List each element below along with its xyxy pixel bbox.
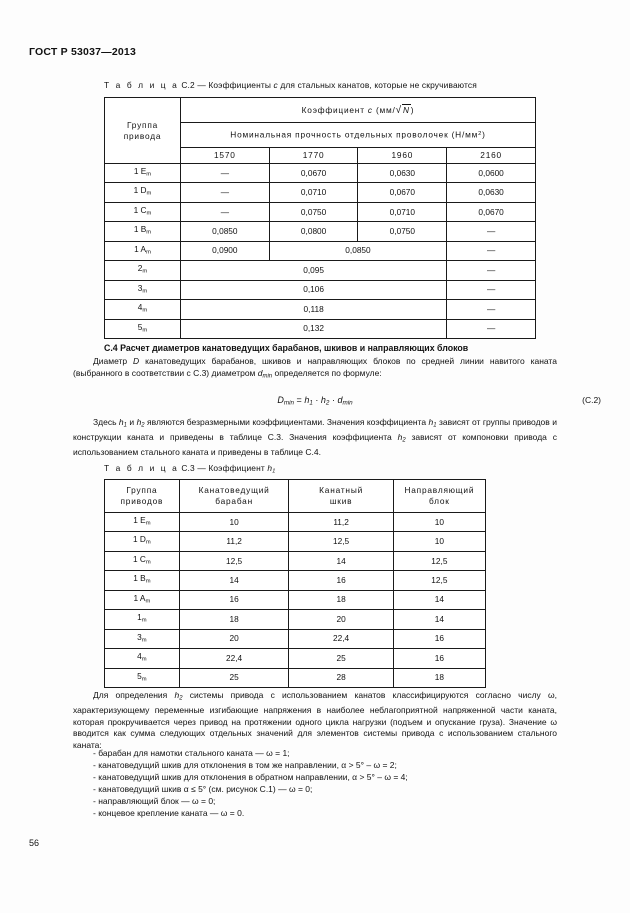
table-cell: 14 [289, 551, 393, 570]
group-main: 5 [137, 321, 143, 332]
table-cell: 25 [289, 649, 393, 668]
table-c2-caption-italic: c [273, 80, 278, 90]
table-c2-caption-prefix: Т а б л и ц а [104, 80, 179, 90]
list-item: - канатоведущий шкив для отклонения в обратном направлении, α > 5° – ω = 4; [93, 771, 408, 782]
table-cell: 0,0670 [358, 183, 447, 202]
table-cell: 11,2 [179, 532, 289, 551]
group-sub: m [146, 249, 151, 256]
table-cell: 0,0850 [269, 241, 447, 260]
para2-h2-main: h [136, 417, 142, 427]
closing-pre: Для определения [93, 690, 168, 700]
table-cell: 22,4 [289, 629, 393, 648]
group-sub: m [142, 288, 148, 295]
para2-h2b-sub: 2 [402, 437, 406, 444]
h2l1: Канатный [319, 485, 364, 495]
table-cell: 0,095 [180, 261, 446, 280]
table-row [105, 300, 536, 319]
list-item: - концевое крепление каната — ω = 0. [93, 807, 245, 818]
group-sub: m [145, 559, 151, 566]
table-c2-header-row-1 [105, 98, 536, 123]
table-cell: 0,0670 [447, 202, 536, 221]
table-cell: 12,5 [393, 551, 485, 570]
group-main: 1 D [132, 534, 146, 545]
table-cell: 14 [393, 590, 485, 609]
table-c3-caption-dash: — [197, 463, 206, 473]
para2-and: и [129, 417, 135, 427]
h2l2: шкив [329, 496, 353, 506]
table-cell: 0,0710 [358, 202, 447, 221]
table-c2-caption-number: С.2 [181, 80, 195, 90]
table-c2 [104, 97, 536, 339]
table-c3-row-group [105, 551, 180, 570]
para2-h2-sub: 2 [141, 422, 145, 429]
group-main: 3 [137, 631, 142, 642]
para2-h2b-main: h [397, 432, 403, 443]
table-row [105, 668, 486, 687]
group-sub: m [141, 617, 147, 624]
table-c2-header-strength-sup: 2 [478, 131, 483, 138]
group-sub: m [141, 675, 147, 682]
para2-mid: являются безразмерными коэффициентами. Значения коэффициента [147, 417, 427, 427]
table-c3-caption-number: С.3 [181, 463, 195, 473]
table-cell: 12,5 [179, 551, 289, 570]
table-c2-row-group [105, 241, 181, 260]
table-cell: 0,0630 [358, 164, 447, 183]
formula-c2 [0, 395, 630, 407]
para1-symbol-d-main: d [257, 367, 263, 378]
table-cell: 0,0600 [447, 164, 536, 183]
group-sub: m [145, 578, 151, 585]
formula-D-sub: min [283, 399, 295, 407]
group-sub: m [142, 307, 148, 314]
list-item: - канатоведущий шкив α ≤ 5° (см. рисунок С.1) — ω = 0; [93, 783, 313, 794]
table-cell: 20 [179, 629, 289, 648]
table-c2-body [105, 164, 536, 339]
table-cell: 22,4 [179, 649, 289, 668]
group-main: 4 [137, 651, 142, 662]
table-cell: 18 [393, 668, 485, 687]
table-c3-caption-text: Коэффициент [208, 463, 265, 473]
group-main: 1 [137, 612, 142, 623]
group-sub: m [145, 539, 151, 546]
para1-post: определяется по формуле: [274, 367, 382, 378]
table-cell: 14 [393, 610, 485, 629]
table-row [105, 513, 486, 532]
group-main: 1 D [133, 185, 147, 196]
table-cell: 16 [289, 571, 393, 590]
formula-h1 [304, 395, 313, 405]
para2-pre: Здесь [93, 417, 117, 427]
h3l1: Направляющий [404, 485, 475, 495]
table-row [105, 261, 536, 280]
para2-h1b [428, 417, 436, 427]
table-c2-header-coef-pre: Коэффициент [301, 104, 365, 115]
table-c2-caption-dash: — [197, 80, 206, 90]
table-cell: 18 [179, 610, 289, 629]
table-c3-header-group [105, 480, 180, 513]
table-cell: 10 [179, 513, 289, 532]
group-main: 1 B [133, 224, 147, 235]
table-cell: — [180, 164, 269, 183]
table-cell: — [180, 183, 269, 202]
page-number: 56 [29, 838, 40, 848]
table-cell: 0,0630 [447, 183, 536, 202]
radicand: N [402, 104, 410, 115]
closing-paragraph [73, 690, 557, 751]
sqrt-icon: √ [395, 104, 402, 116]
table-c2-row-group [105, 164, 181, 183]
formula-c2-number: (С.2) [582, 395, 601, 405]
para2-h2 [137, 417, 145, 427]
section-c4-paragraph-1 [73, 356, 557, 383]
table-cell: 14 [179, 571, 289, 590]
table-c3-body [105, 513, 486, 688]
para2-mid2: зависят от группы приводов и конструкции каната и приведены в таблице С.3. Значения коэффициента [73, 417, 557, 443]
para1-pre: Диаметр [93, 356, 128, 366]
formula-d-sub: min [342, 399, 353, 407]
table-c2-header-strength [180, 123, 535, 148]
document-header: ГОСТ Р 53037—2013 [29, 46, 137, 58]
para1-mid: канатоведущих барабанов, шкивов и направляющих блоков по средней линии навитого каната (выбранного в соответствии с С.3) диаметром [73, 356, 557, 378]
table-row [105, 649, 486, 668]
table-cell: 0,106 [180, 280, 446, 299]
formula-dot-1: · [315, 395, 319, 405]
table-cell: — [447, 319, 536, 338]
table-c2-header-strength-text: Номинальная прочность отдельных проволочек (Н/мм [230, 129, 479, 140]
list-item: - барабан для намотки стального каната — ω = 1; [93, 748, 290, 758]
table-c2-header-coef-unit [376, 105, 414, 115]
table-cell: 0,0710 [269, 183, 358, 202]
table-cell: 12,5 [393, 571, 485, 590]
h1l1: Канатоведущий [198, 485, 270, 495]
table-c3-row-group [105, 532, 180, 551]
table-cell: 16 [393, 649, 485, 668]
table-cell: 0,0750 [358, 222, 447, 241]
section-c4-heading: С.4 Расчет диаметров канатоведущих барабанов, шкивов и направляющих блоков [104, 343, 469, 353]
para1-symbol-d-sub: min [262, 373, 273, 380]
table-c2-header-group-line1: Группа [126, 119, 159, 130]
table-cell: 0,0750 [269, 202, 358, 221]
table-cell: — [447, 241, 536, 260]
group-main: 1 C [132, 553, 146, 564]
table-c3-caption-italic-main: h [267, 463, 273, 473]
table-c3 [104, 479, 486, 688]
group-main: 4 [137, 302, 143, 313]
table-cell: 0,118 [180, 300, 446, 319]
group-sub: m [142, 326, 148, 333]
table-row [105, 202, 536, 221]
para2-h1-main: h [118, 417, 124, 427]
table-c2-caption-text-1: Коэффициенты [208, 80, 272, 90]
group-main: 1 A [134, 243, 147, 254]
table-cell: 16 [393, 629, 485, 648]
table-c3-caption [104, 463, 276, 474]
list-item: - направляющий блок — ω = 0; [93, 795, 216, 806]
table-cell: 12,5 [289, 532, 393, 551]
list-item: - канатоведущий шкив для отклонения в том же направлении, α > 5° – ω = 2; [93, 759, 397, 770]
h0l2: приводов [120, 496, 164, 506]
para2-h1b-sub: 1 [433, 422, 437, 429]
group-main: 1 E [133, 515, 146, 525]
table-c3-header-row [105, 480, 486, 513]
group-sub: m [146, 229, 152, 236]
table-cell: — [447, 261, 536, 280]
closing-mid: системы привода с использованием канатов классифицируются согласно числу ω, характеризующему переменные изгибающие напряжения в наиболее неблагоприятной напряженной части каната, которая прокручивается через привод на протяжении одного цикла нагрузки (подъем и опускание груза). Значение ω вводится как сумма следующих отдельных значений для элементов системы привода с использованием стального каната: [73, 690, 557, 750]
table-c3-row-group [105, 571, 180, 590]
table-c2-header-strength-close: ) [482, 129, 486, 140]
group-main: 1 E [133, 166, 147, 176]
table-c2-caption-text-2: для стальных канатов, которые не скручиваются [280, 80, 477, 90]
table-cell: 0,0850 [180, 222, 269, 241]
table-cell: 25 [179, 668, 289, 687]
table-cell: — [447, 280, 536, 299]
table-c3-row-group [105, 629, 180, 648]
para2-h2b [398, 432, 406, 442]
table-c2-header-coef-symbol: c [367, 104, 373, 115]
para2-end: зависят от компоновки привода с использованием стального каната и приведены в таблице С.4. [73, 432, 557, 458]
table-c2-row-group [105, 280, 181, 299]
table-c2-caption [104, 80, 477, 90]
section-c4-paragraph-2 [73, 417, 557, 459]
group-sub: m [142, 268, 148, 275]
table-c3-row-group [105, 649, 180, 668]
table-row [105, 590, 486, 609]
formula-h2-sub: 2 [325, 399, 330, 407]
table-c2-row-group [105, 202, 181, 221]
table-c2-row-group [105, 222, 181, 241]
h1l2: барабан [215, 496, 253, 506]
table-c3-caption-italic [267, 463, 275, 473]
h3l2: блок [428, 496, 450, 506]
group-sub: m [141, 637, 147, 644]
formula-dot-2: · [331, 395, 335, 405]
group-sub: m [145, 520, 151, 527]
table-row [105, 571, 486, 590]
table-c2-col-1960: 1960 [358, 148, 447, 164]
group-sub: m [146, 171, 152, 178]
table-c3-header-guide [393, 480, 485, 513]
formula-dmin [337, 395, 352, 405]
table-c2-row-group [105, 261, 181, 280]
para2-h1b-main: h [428, 417, 434, 427]
formula-h2-main: h [320, 395, 326, 405]
table-c3-header-drum [179, 480, 289, 513]
table-row [105, 532, 486, 551]
group-main: 3 [137, 282, 143, 293]
para2-h1-sub: 1 [123, 422, 127, 429]
table-c3-row-group [105, 610, 180, 629]
table-c3-header-sheave [289, 480, 393, 513]
formula-D: D [277, 395, 284, 405]
table-c3-row-group [105, 513, 180, 532]
table-cell: 20 [289, 610, 393, 629]
table-cell: 0,132 [180, 319, 446, 338]
formula-d-main: d [337, 395, 343, 405]
h0l1: Группа [126, 485, 158, 495]
closing-h2 [174, 690, 182, 700]
table-row [105, 222, 536, 241]
table-cell: 18 [289, 590, 393, 609]
closing-h2-sub: 2 [179, 695, 183, 702]
para2-h1 [119, 417, 127, 427]
table-cell: 16 [179, 590, 289, 609]
table-c2-header-group-line2: привода [123, 130, 162, 141]
table-cell: — [447, 300, 536, 319]
formula-h2 [321, 395, 330, 405]
formula-h1-sub: 1 [309, 399, 313, 407]
table-c2-col-1570: 1570 [180, 148, 269, 164]
omega-value-list [73, 748, 408, 819]
table-row [105, 164, 536, 183]
group-sub: m [146, 210, 152, 217]
table-row [105, 629, 486, 648]
table-row [105, 551, 486, 570]
para1-symbol-D: D [133, 356, 140, 366]
group-sub: m [141, 656, 147, 663]
table-c3-row-group [105, 590, 180, 609]
table-cell: 0,0670 [269, 164, 358, 183]
group-main: 1 A [133, 592, 146, 603]
formula-lhs [277, 395, 294, 405]
unit-open: (мм/ [375, 104, 396, 115]
table-c2-col-1770: 1770 [269, 148, 358, 164]
table-row [105, 280, 536, 299]
formula-equals: = [296, 395, 302, 405]
group-main: 1 C [133, 204, 147, 215]
table-c3-caption-italic-sub: 1 [272, 468, 276, 475]
table-cell: 11,2 [289, 513, 393, 532]
table-cell: — [180, 202, 269, 221]
table-c3-row-group [105, 668, 180, 687]
group-main: 1 B [133, 573, 146, 584]
table-row [105, 241, 536, 260]
table-row [105, 319, 536, 338]
table-c3-caption-prefix: Т а б л и ц а [104, 463, 179, 473]
group-main: 5 [137, 670, 142, 681]
formula-h1-main: h [304, 395, 310, 405]
table-row [105, 610, 486, 629]
table-cell: — [447, 222, 536, 241]
table-cell: 10 [393, 513, 485, 532]
table-c2-row-group [105, 183, 181, 202]
table-c2-row-group [105, 300, 181, 319]
para1-symbol-d [258, 368, 272, 378]
table-c2-row-group [105, 319, 181, 338]
group-sub: m [146, 190, 152, 197]
table-cell: 28 [289, 668, 393, 687]
unit-close: ) [410, 104, 415, 115]
group-main: 2 [137, 263, 143, 274]
closing-h2-main: h [174, 690, 180, 700]
table-c2-header-coefficient [180, 98, 535, 123]
table-row [105, 183, 536, 202]
table-cell: 10 [393, 532, 485, 551]
group-sub: m [145, 598, 151, 605]
table-cell: 0,0900 [180, 241, 269, 260]
table-c2-col-2160: 2160 [447, 148, 536, 164]
table-cell: 0,0800 [269, 222, 358, 241]
table-c2-header-group [105, 98, 181, 164]
